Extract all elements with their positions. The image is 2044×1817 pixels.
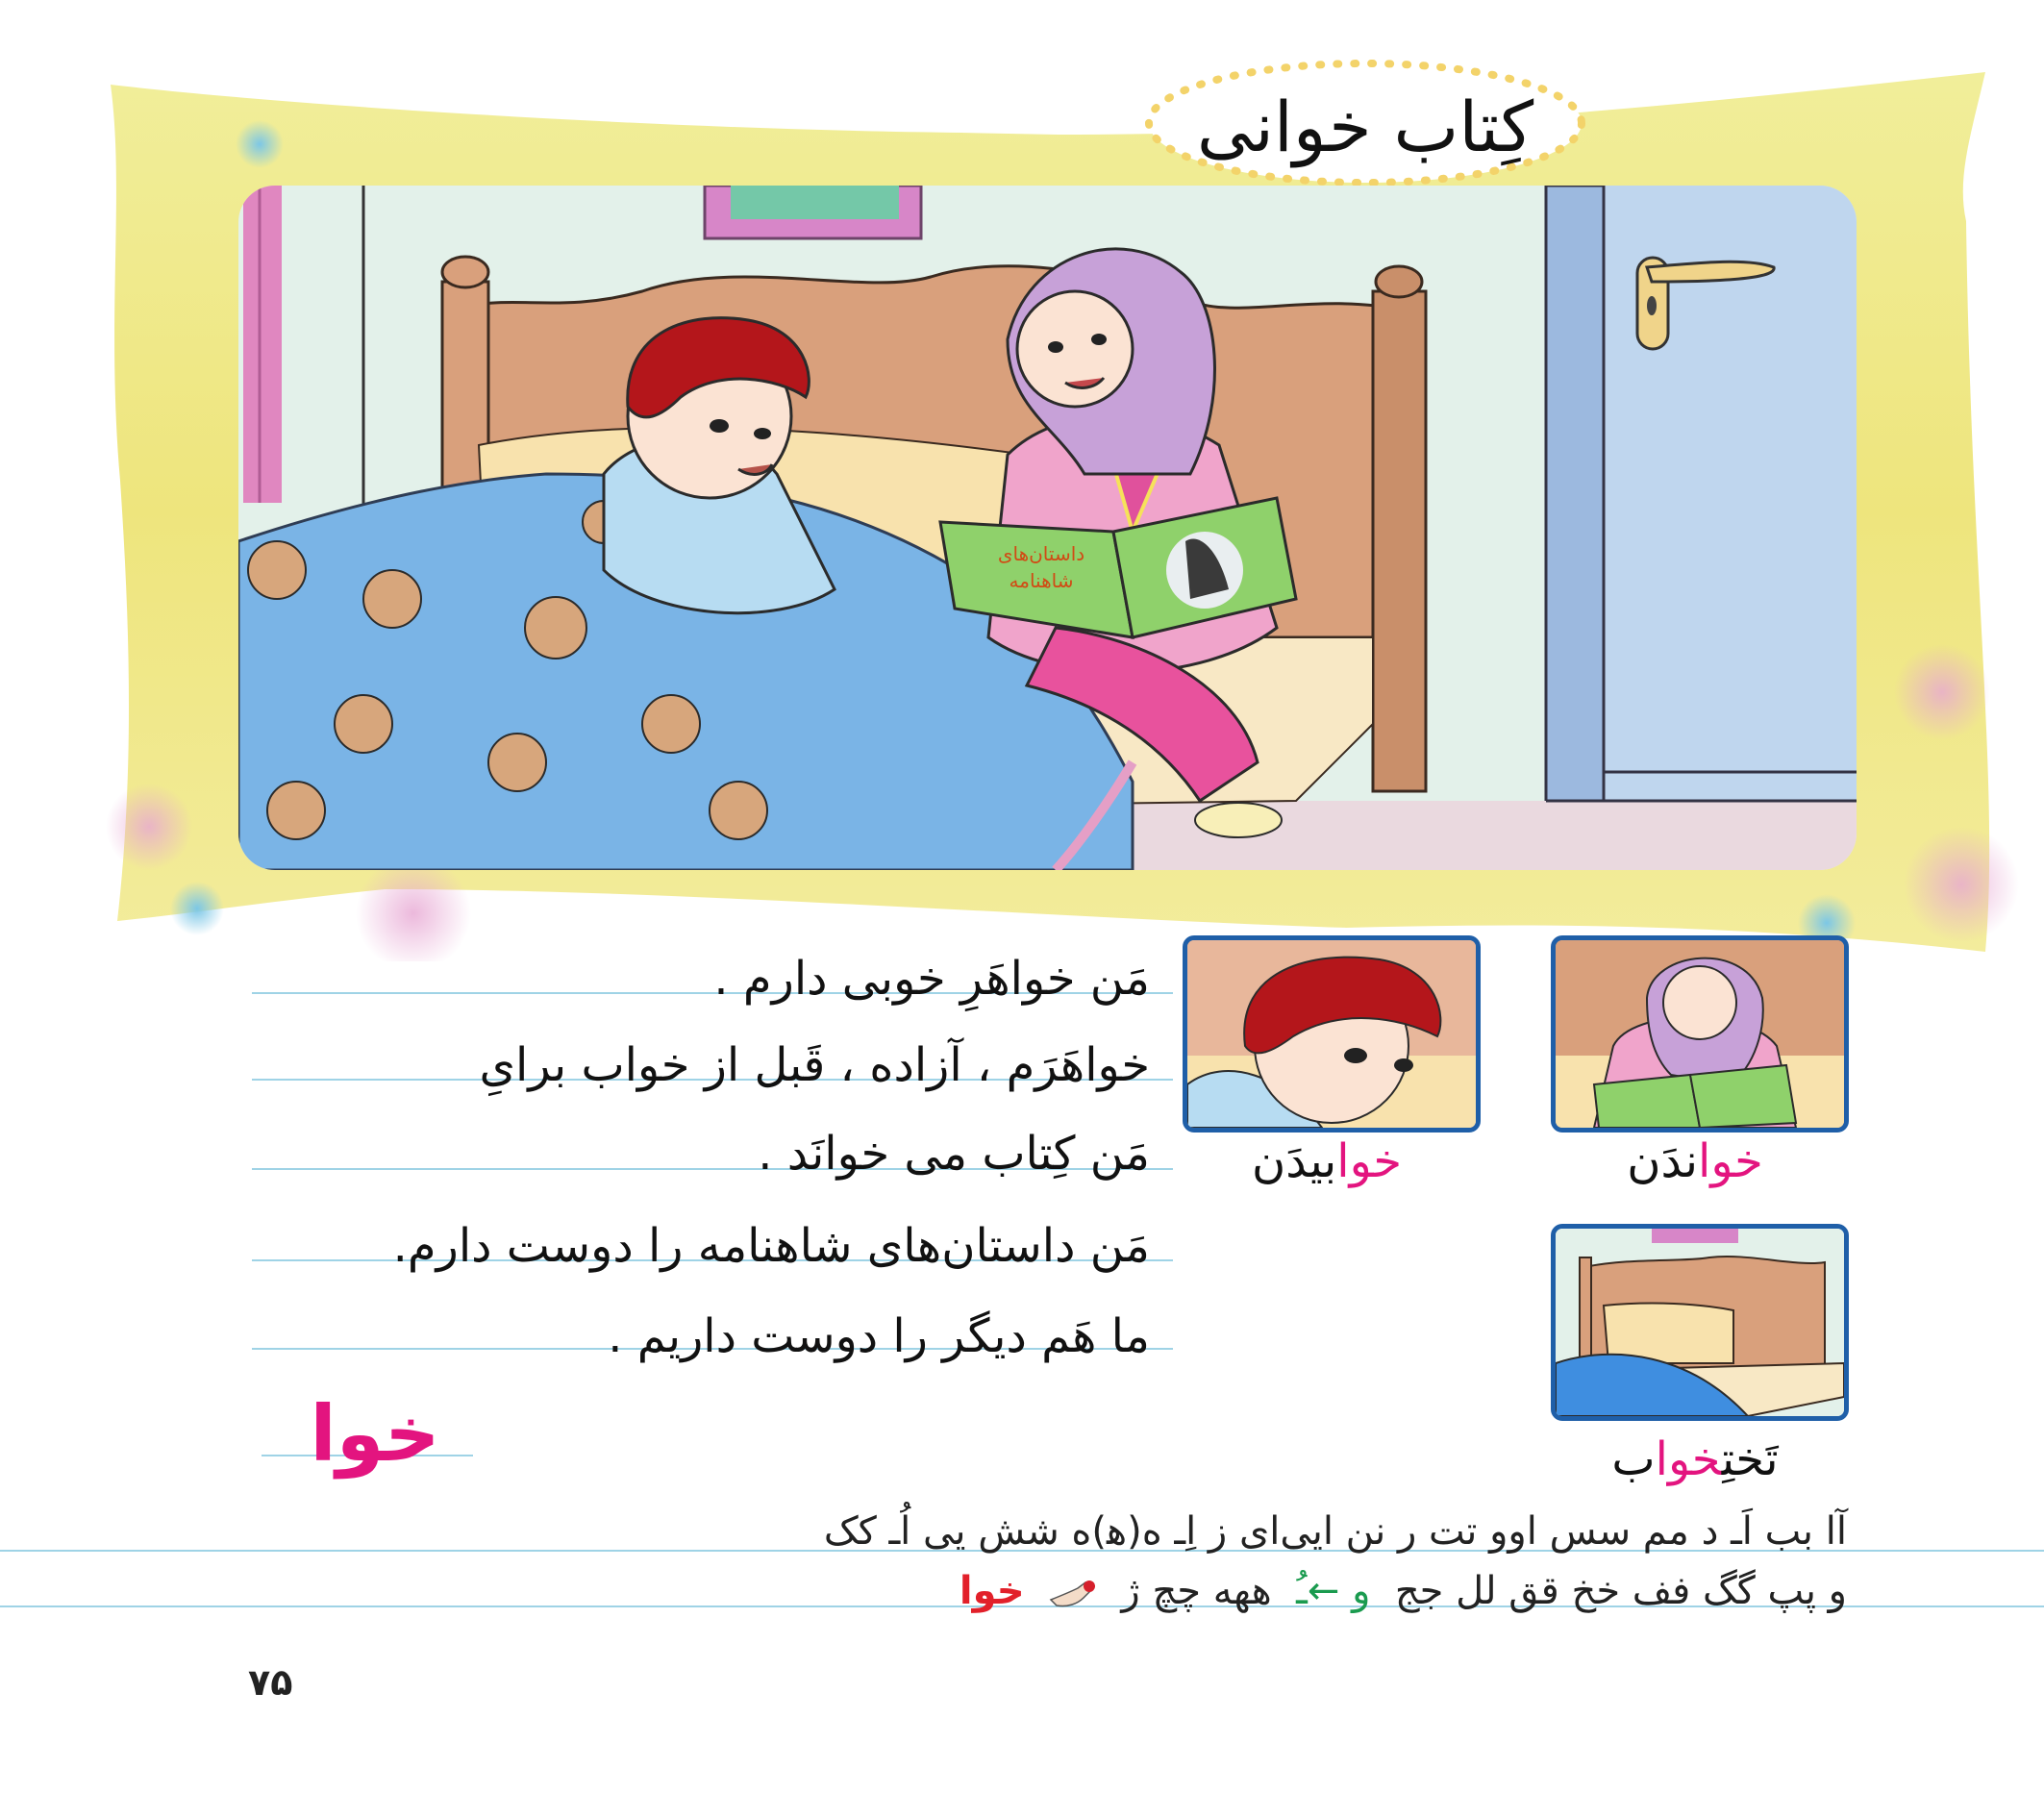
- word-card-image-reading: [1551, 935, 1849, 1133]
- alphabet-row-1: آا بب اَـ د مم سس اوو تت ر نن ایی‌ای ز اِـ ه(ﻫ)ه شش یی اُـ کک: [823, 1509, 1847, 1554]
- story-line-5: ما هَم دیگر را دوست داریم .: [608, 1309, 1150, 1363]
- word-label-takhtekhab: تَختِخواب: [1611, 1432, 1779, 1486]
- alphabet-row-2: و پپ گگ فف خخ قق لل جج و ←ـُ ههه چچ ژ خوا: [959, 1569, 1847, 1613]
- new-letters: خوا: [310, 1389, 440, 1479]
- word-card-image-sleeping: [1183, 935, 1481, 1133]
- bedroom-scene-image: [238, 186, 1857, 870]
- page-number: ۷۵: [248, 1661, 293, 1704]
- word-label-khabidan: خوابیدَن: [1251, 1134, 1403, 1188]
- story-line-1: مَن خواهَرِ خوبی دارم .: [713, 952, 1150, 1006]
- word-label-khandan: خواندَن: [1627, 1134, 1763, 1188]
- word-card-image-bed: [1551, 1224, 1849, 1421]
- story-illustration: [238, 186, 1857, 870]
- story-line-2: خواهَرَم ، آزاده ، قَبل از خواب برایِ: [479, 1038, 1150, 1092]
- red-letters: خوا: [959, 1569, 1025, 1613]
- story-line-3: مَن کِتاب می خوانَد .: [758, 1127, 1150, 1181]
- svg-text:داستان‌های: داستان‌های: [997, 542, 1085, 565]
- section-title: کِتاب خوانی: [1196, 87, 1534, 167]
- green-letters: و ←ـُ: [1296, 1569, 1371, 1613]
- svg-text:شاهنامه: شاهنامه: [1009, 569, 1074, 592]
- story-line-4: مَن داستان‌های شاهنامه را دوست دارم.: [392, 1219, 1150, 1273]
- hand-pointer-icon: [1049, 1577, 1097, 1609]
